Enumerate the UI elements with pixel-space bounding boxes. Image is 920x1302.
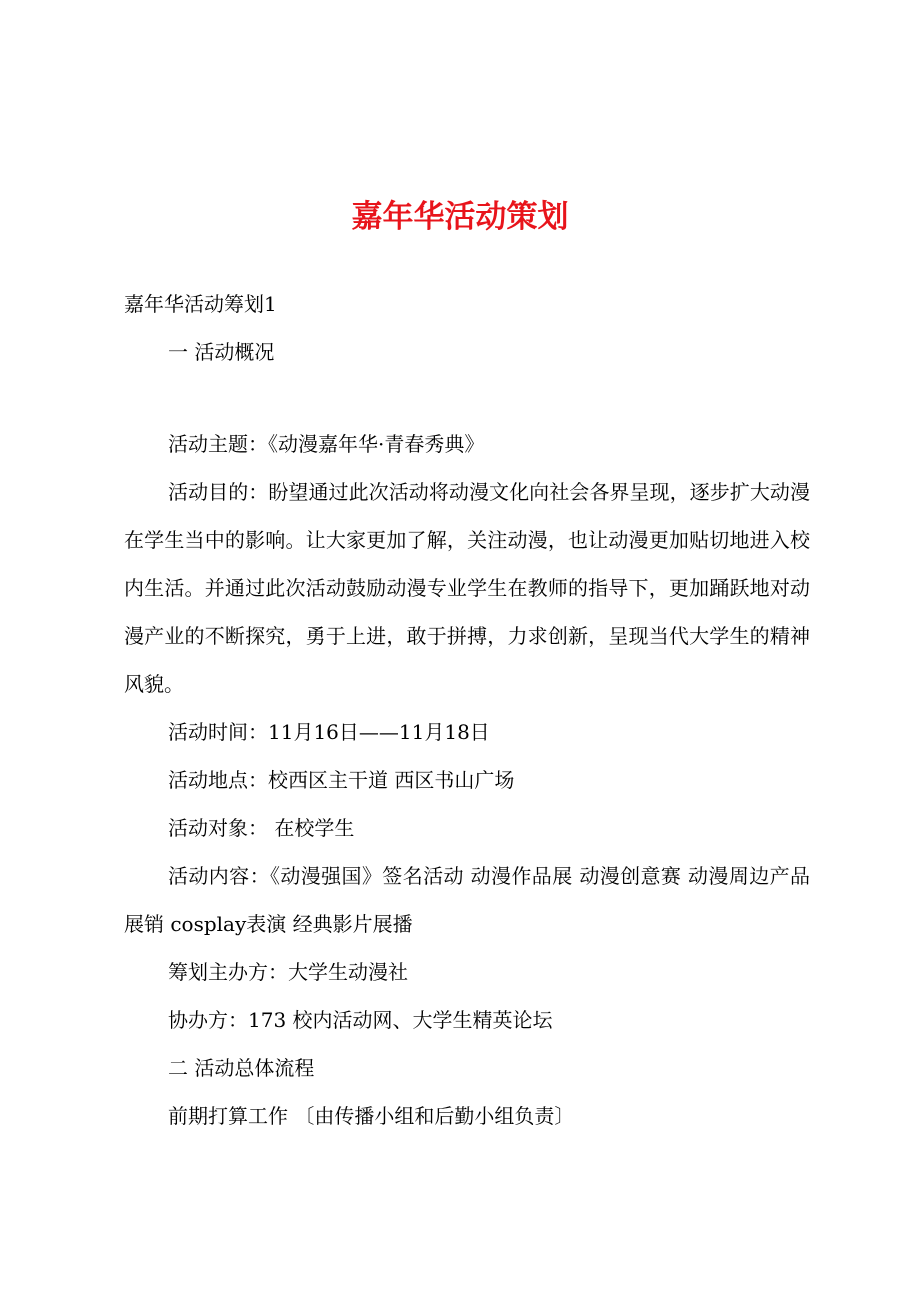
section-heading-overview: 一 活动概况 (168, 340, 275, 364)
activity-organizer: 筹划主办方：大学生动漫社 (168, 960, 408, 984)
blank-line (124, 376, 810, 420)
activity-purpose: 活动目的：盼望通过此次活动将动漫文化向社会各界呈现，逐步扩大动漫在学生当中的影响。让大家更加了解，关注动漫，也让动漫更加贴切地进入校内生活。并通过此次活动鼓励动漫专业学生在教师的指导下，更加踊跃地对动漫产业的不断探究，勇于上进，敢于拼搏，力求创新，呈现当代大学生的精神风貌。 (124, 480, 810, 696)
activity-theme: 活动主题：《动漫嘉年华·青春秀典》 (168, 432, 485, 456)
document-title: 嘉年华活动策划 (351, 199, 569, 235)
document-subtitle: 嘉年华活动筹划1 (124, 292, 277, 316)
activity-location: 活动地点：校西区主干道 西区书山广场 (168, 768, 515, 792)
activity-time: 活动时间：11月16日——11月18日 (168, 720, 490, 744)
activity-co-organizer: 协办方：173 校内活动网、大学生精英论坛 (168, 1008, 553, 1032)
document-body (124, 280, 810, 1140)
activity-content: 活动内容：《动漫强国》签名活动 动漫作品展 动漫创意赛 动漫周边产品展销 cosplay表演 经典影片展播 (124, 864, 810, 936)
preparation-work: 前期打算工作 〔由传播小组和后勤小组负责〕 (168, 1104, 575, 1128)
section-heading-process: 二 活动总体流程 (168, 1056, 315, 1080)
activity-audience: 活动对象： 在校学生 (168, 816, 355, 840)
